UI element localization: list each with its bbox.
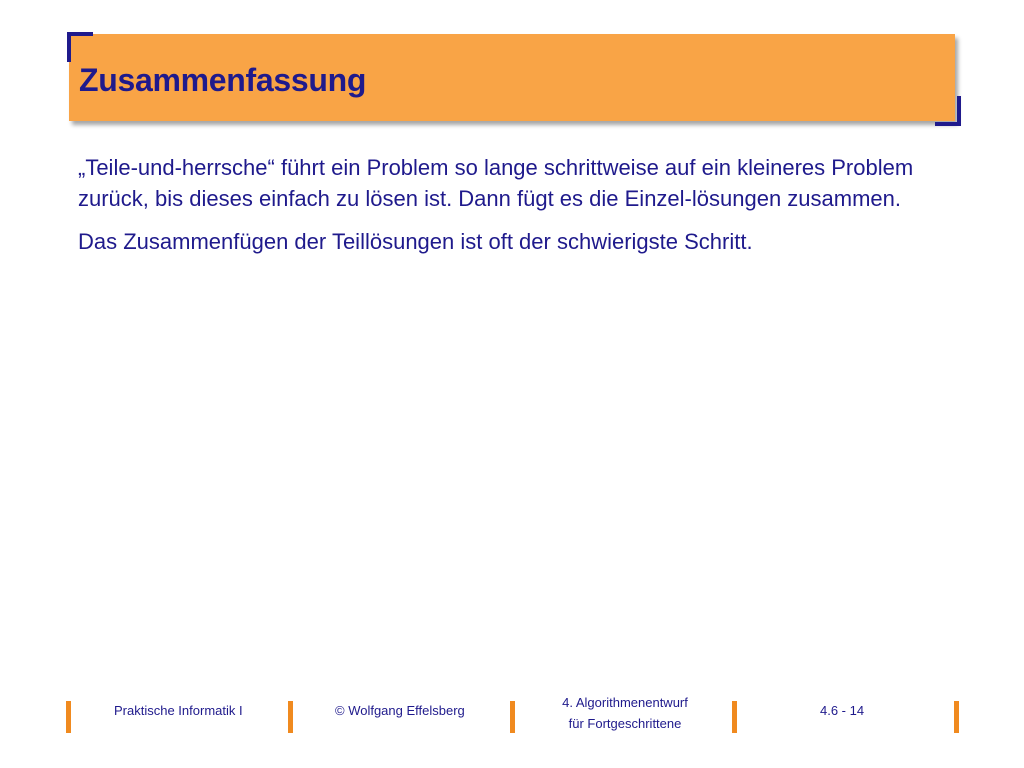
footer-page-number: 4.6 - 14 xyxy=(820,703,865,718)
slide-title: Zusammenfassung xyxy=(79,62,367,98)
paragraph-1: „Teile-und-herrsche“ führt ein Problem so lange schrittweise auf ein kleineres Problem zurück, bis dieses einfach zu lösen ist. Dann fügt es die Einzel-lösungen zusammen. xyxy=(78,155,914,211)
footer-divider xyxy=(288,701,293,733)
paragraph-2: Das Zusammenfügen der Teillösungen ist oft der schwierigste Schritt. xyxy=(78,229,753,254)
footer-divider xyxy=(66,701,71,733)
slide-body xyxy=(78,152,958,269)
title-corner-top-left xyxy=(67,32,93,62)
footer-author: © Wolfgang Effelsberg xyxy=(335,703,465,718)
footer-divider xyxy=(732,701,737,733)
footer-chapter-line2: für Fortgeschrittene xyxy=(568,716,682,731)
footer-divider xyxy=(510,701,515,733)
footer-chapter-line1: 4. Algorithmenentwurf xyxy=(562,695,688,710)
footer-divider xyxy=(954,701,959,733)
title-corner-bottom-right xyxy=(935,96,961,126)
footer-course: Praktische Informatik I xyxy=(114,703,243,718)
title-bar xyxy=(69,34,955,121)
footer-chapter xyxy=(540,692,710,734)
